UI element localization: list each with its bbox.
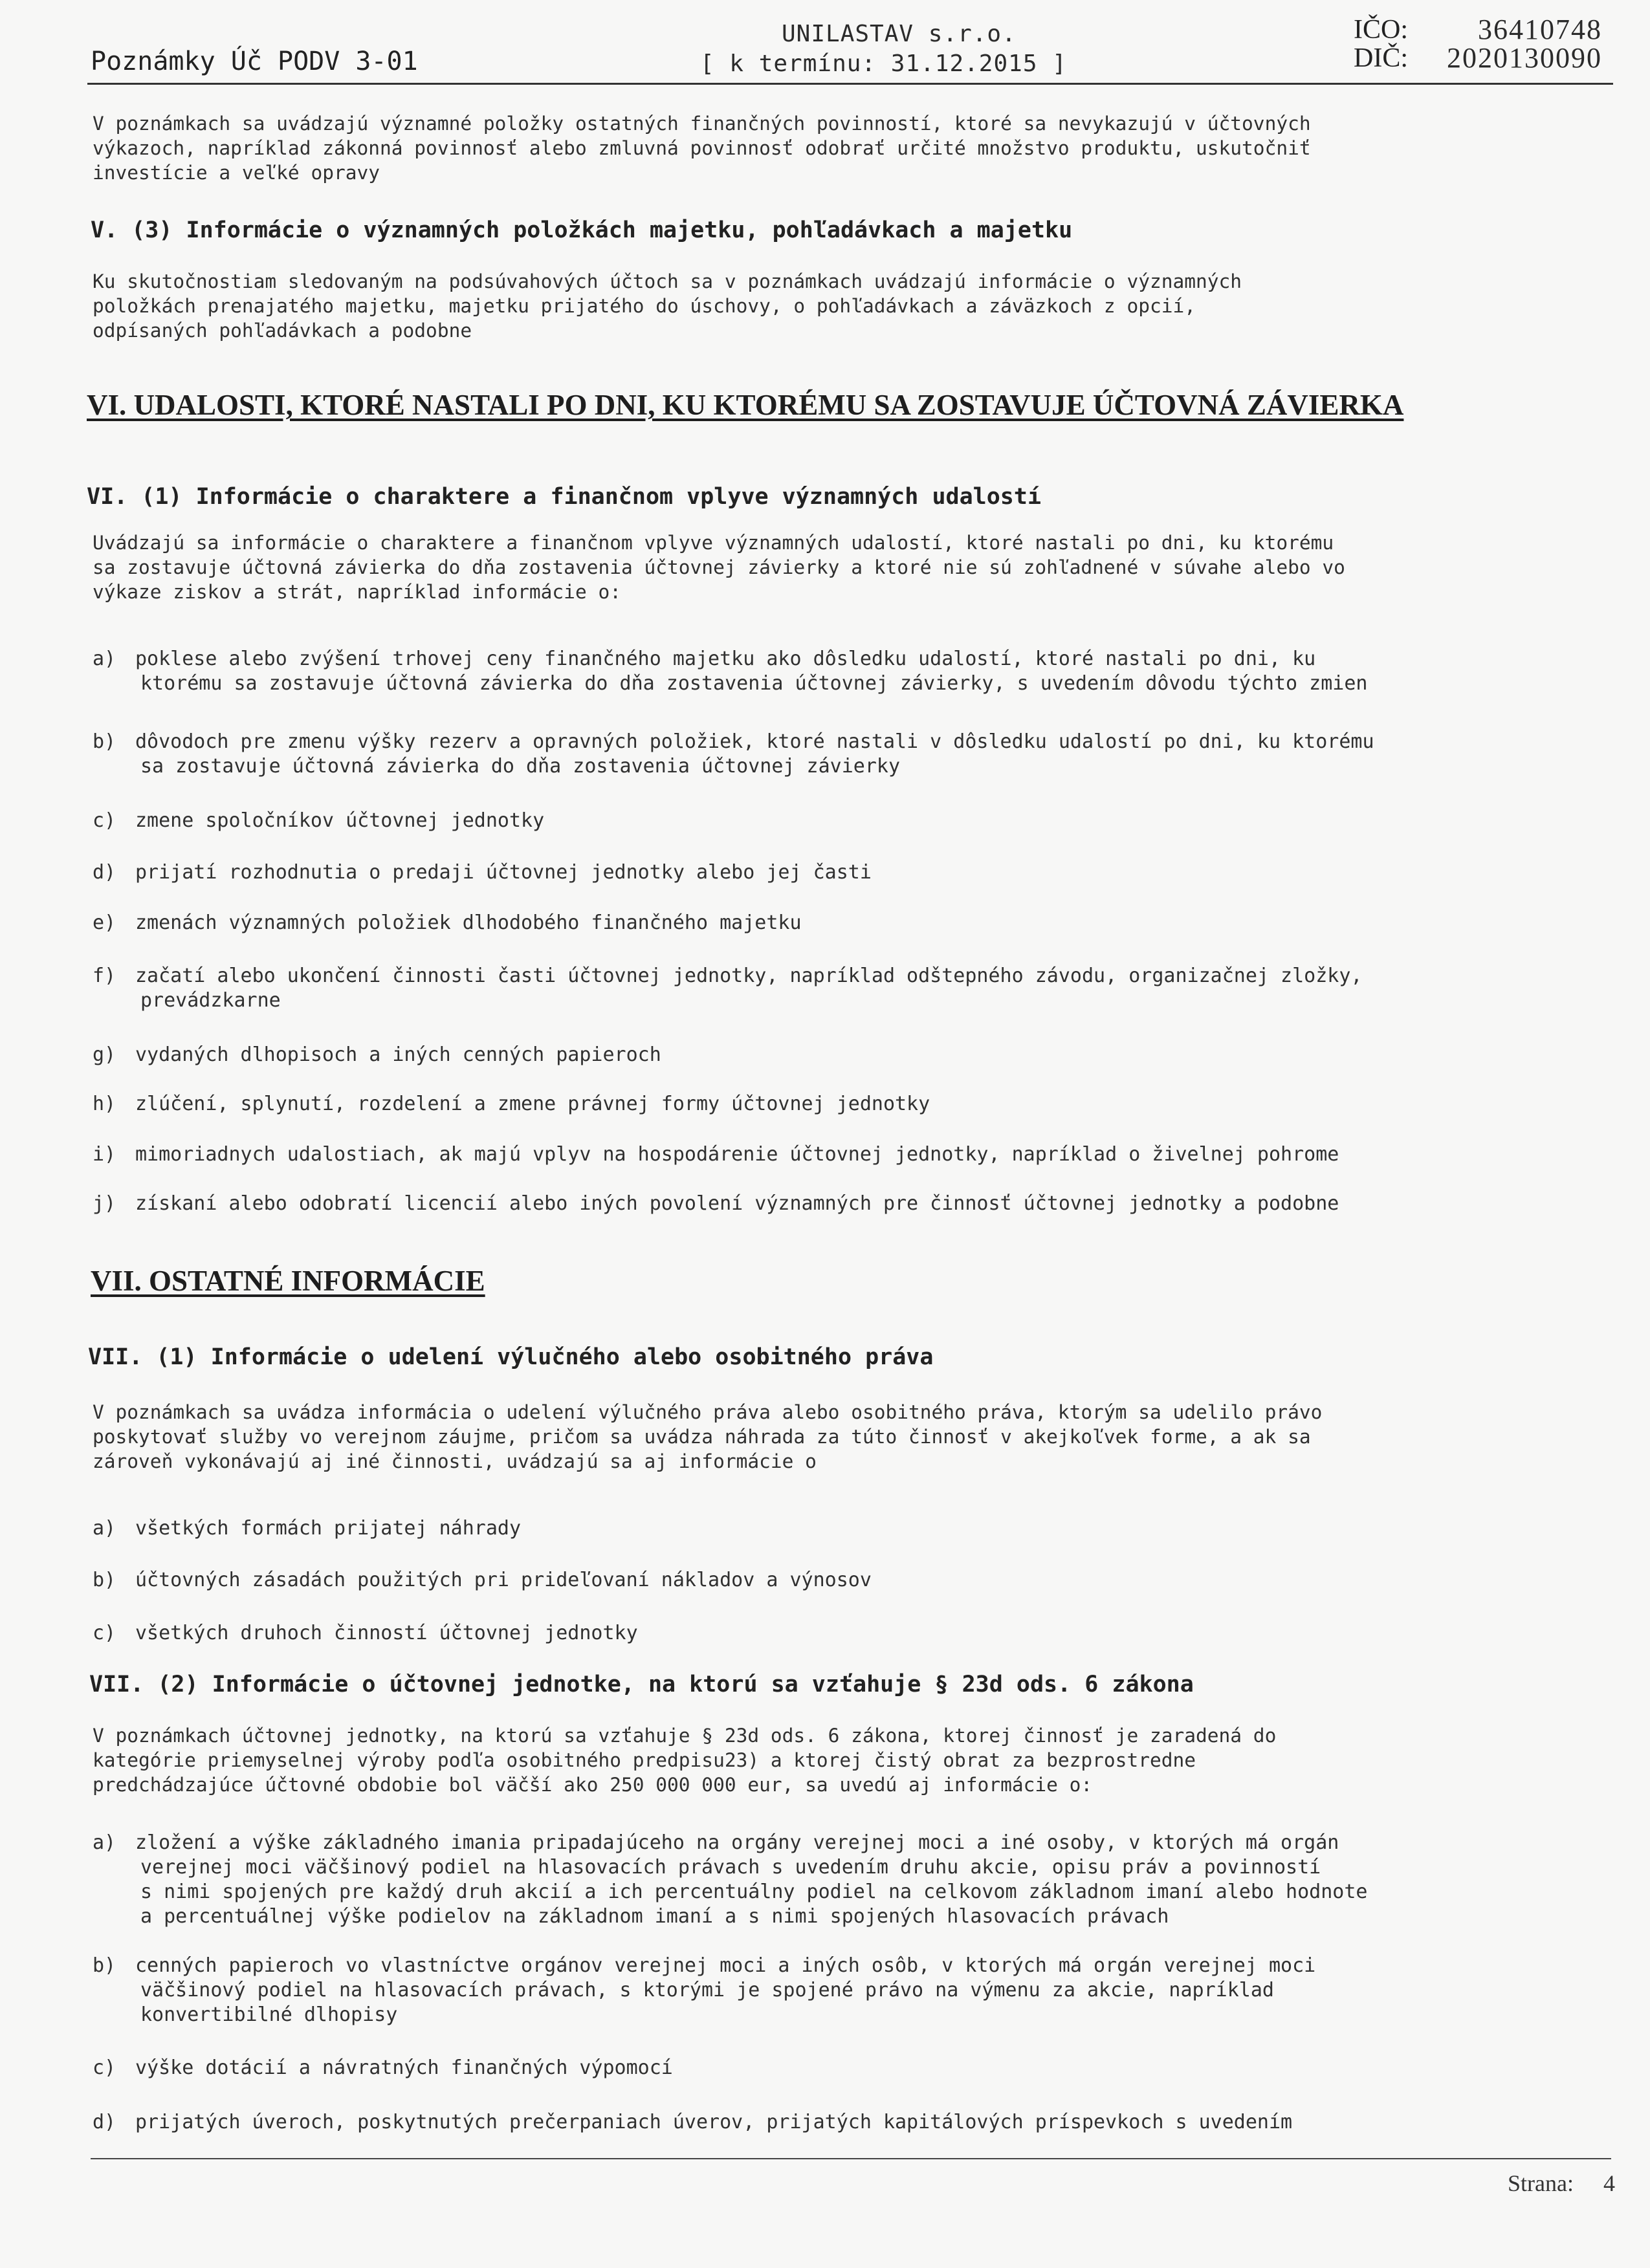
list-item-line: dôvodoch pre zmenu výšky rezerv a opravných položiek, ktoré nastali v dôsledku udalostí po dni, ku ktorému	[135, 730, 1374, 753]
paragraph-line: sa zostavuje účtovná závierka do dňa zostavenia účtovnej závierky a ktoré nie sú zohľadnené v súvahe alebo vo	[93, 556, 1345, 578]
footer-divider	[91, 2158, 1611, 2159]
ico-label: IČO:	[1354, 15, 1408, 45]
paragraph-line: predchádzajúce účtovné obdobie bol väčší ako 250 000 000 eur, sa uvedú aj informácie o:	[93, 1774, 1093, 1796]
paragraph-line: výkazoch, napríklad zákonná povinnosť alebo zmluvná povinnosť odobrať určité množstvo produktu, uskutočniť	[93, 137, 1311, 159]
list-item-line: mimoriadnych udalostiach, ak majú vplyv na hospodárenie účtovnej jednotky, napríklad o živelnej pohrome	[135, 1143, 1339, 1166]
company-name: UNILASTAV s.r.o.	[782, 21, 1017, 47]
list-item-line: ktorému sa zostavuje účtovná závierka do dňa zostavenia účtovnej závierky, s uvedením dôvodu týchto zmien	[140, 672, 1368, 695]
list-item-line: účtovných zásadách použitých pri prideľovaní nákladov a výnosov	[135, 1569, 872, 1591]
section-v3-paragraph	[93, 269, 1535, 343]
section-vii2-paragraph	[93, 1723, 1535, 1797]
term-date: [ k termínu: 31.12.2015 ]	[700, 50, 1067, 77]
section-vii1-paragraph	[93, 1400, 1535, 1474]
document-code: Poznámky Úč PODV 3-01	[91, 47, 418, 76]
paragraph-line: V poznámkach sa uvádzajú významné položky ostatných finančných povinností, ktoré sa nevykazujú v účtovných	[93, 113, 1311, 135]
page-number: 4	[1603, 2170, 1615, 2196]
list-item-line: sa zostavuje účtovná závierka do dňa zostavenia účtovnej závierky	[140, 755, 900, 778]
list-item-line: všetkých druhoch činností účtovnej jednotky	[135, 1622, 638, 1644]
paragraph-line: položkách prenajatého majetku, majetku prijatého do úschovy, o pohľadávkach a záväzkoch z opcií,	[93, 295, 1196, 317]
list-letter: b)	[93, 1569, 116, 1591]
list-item-line: verejnej moci väčšinový podiel na hlasovacích právach s uvedením druhu akcie, opisu práv a povinností	[140, 1856, 1321, 1879]
list-item-line: zmene spoločníkov účtovnej jednotky	[135, 809, 545, 832]
paragraph-line: kategórie priemyselnej výroby podľa osobitného predpisu23) a ktorej čistý obrat za bezprostredne	[93, 1749, 1196, 1771]
list-item-line: s nimi spojených pre každý druh akcií a ich percentuálny podiel na celkovom základnom imaní alebo hodnote	[140, 1881, 1368, 1903]
list-letter: e)	[93, 911, 116, 934]
paragraph-line: investície a veľké opravy	[93, 162, 380, 184]
paragraph-line: poskytovať služby vo verejnom záujme, pričom sa uvádza náhrada za túto činnosť v akejkoľvek forme, a ak sa	[93, 1426, 1311, 1448]
dic-label: DIČ:	[1354, 43, 1408, 73]
list-letter: b)	[93, 1954, 116, 1977]
list-letter: g)	[93, 1043, 116, 1066]
section-vii-heading: VII. OSTATNÉ INFORMÁCIE	[91, 1265, 485, 1297]
paragraph-line: V poznámkach účtovnej jednotky, na ktorú sa vzťahuje § 23d ods. 6 zákona, ktorej činnosť je zaradená do	[93, 1725, 1277, 1747]
list-letter: a)	[93, 1517, 116, 1540]
list-letter: c)	[93, 809, 116, 832]
paragraph-line: odpísaných pohľadávkach a podobne	[93, 320, 472, 342]
list-letter: h)	[93, 1093, 116, 1115]
list-letter: a)	[93, 648, 116, 670]
list-item-line: vydaných dlhopisoch a iných cenných papieroch	[135, 1043, 661, 1066]
section-v3-heading: V. (3) Informácie o významných položkách majetku, pohľadávkach a majetku	[91, 217, 1073, 243]
header-divider	[87, 83, 1613, 85]
section-vi1-heading: VI. (1) Informácie o charaktere a finančnom vplyve významných udalostí	[87, 484, 1042, 510]
dic-value: 2020130090	[1447, 42, 1602, 74]
paragraph-line: V poznámkach sa uvádza informácia o udelení výlučného práva alebo osobitného práva, ktorým sa udelilo právo	[93, 1401, 1323, 1423]
paragraph-line: výkaze ziskov a strát, napríklad informácie o:	[93, 581, 621, 603]
list-item-line: a percentuálnej výške podielov na základnom imaní a s nimi spojených hlasovacích právach	[140, 1905, 1169, 1928]
list-item-line: zmenách významných položiek dlhodobého finančného majetku	[135, 911, 802, 934]
section-vii1-heading: VII. (1) Informácie o udelení výlučného alebo osobitného práva	[88, 1344, 934, 1370]
paragraph-line: zároveň vykonávajú aj iné činnosti, uvádzajú sa aj informácie o	[93, 1450, 817, 1472]
list-item-line: zlúčení, splynutí, rozdelení a zmene právnej formy účtovnej jednotky	[135, 1093, 930, 1115]
list-item-line: zložení a výške základného imania pripadajúceho na orgány verejnej moci a iné osoby, v ktorých má orgán	[135, 1831, 1339, 1854]
list-letter: a)	[93, 1831, 116, 1854]
section-vii2-heading: VII. (2) Informácie o účtovnej jednotke, na ktorú sa vzťahuje § 23d ods. 6 zákona	[89, 1672, 1194, 1697]
section-vi1-paragraph	[93, 530, 1535, 604]
list-letter: c)	[93, 2056, 116, 2079]
list-letter: j)	[93, 1192, 116, 1215]
list-letter: d)	[93, 2111, 116, 2133]
list-item-line: všetkých formách prijatej náhrady	[135, 1517, 522, 1540]
section-vi-heading: VI. UDALOSTI, KTORÉ NASTALI PO DNI, KU KTORÉMU SA ZOSTAVUJE ÚČTOVNÁ ZÁVIERKA	[87, 389, 1404, 421]
list-letter: d)	[93, 861, 116, 884]
list-letter: i)	[93, 1143, 116, 1166]
list-item-line: cenných papieroch vo vlastníctve orgánov verejnej moci a iných osôb, v ktorých má orgán verejnej moci	[135, 1954, 1316, 1977]
paragraph-line: Uvádzajú sa informácie o charaktere a finančnom vplyve významných udalostí, ktoré nastali po dni, ku ktorému	[93, 532, 1334, 554]
list-letter: b)	[93, 730, 116, 753]
list-item-line: konvertibilné dlhopisy	[140, 2003, 398, 2026]
list-item-line: získaní alebo odobratí licencií alebo iných povolení významných pre činnosť účtovnej jednotky a podobne	[135, 1192, 1339, 1215]
list-letter: c)	[93, 1622, 116, 1644]
list-item-line: výške dotácií a návratných finančných výpomocí	[135, 2056, 673, 2079]
list-item-line: prevádzkarne	[140, 989, 281, 1012]
page-label: Strana:	[1508, 2170, 1574, 2196]
list-item-line: začatí alebo ukončení činnosti časti účtovnej jednotky, napríklad odštepného závodu, organizačnej zložky,	[135, 965, 1363, 987]
intro-paragraph	[93, 111, 1535, 185]
list-letter: f)	[93, 965, 116, 987]
paragraph-line: Ku skutočnostiam sledovaným na podsúvahových účtoch sa v poznámkach uvádzajú informácie o významných	[93, 270, 1242, 292]
list-item-line: väčšinový podiel na hlasovacích právach, s ktorými je spojené právo na výmenu za akcie, napríklad	[140, 1979, 1274, 2001]
list-item-line: prijatých úveroch, poskytnutých prečerpaniach úverov, prijatých kapitálových príspevkoch s uvedením	[135, 2111, 1293, 2133]
list-item-line: poklese alebo zvýšení trhovej ceny finančného majetku ako dôsledku udalostí, ktoré nastali po dni, ku	[135, 648, 1316, 670]
list-item-line: prijatí rozhodnutia o predaji účtovnej jednotky alebo jej časti	[135, 861, 872, 884]
ico-value: 36410748	[1478, 14, 1602, 45]
